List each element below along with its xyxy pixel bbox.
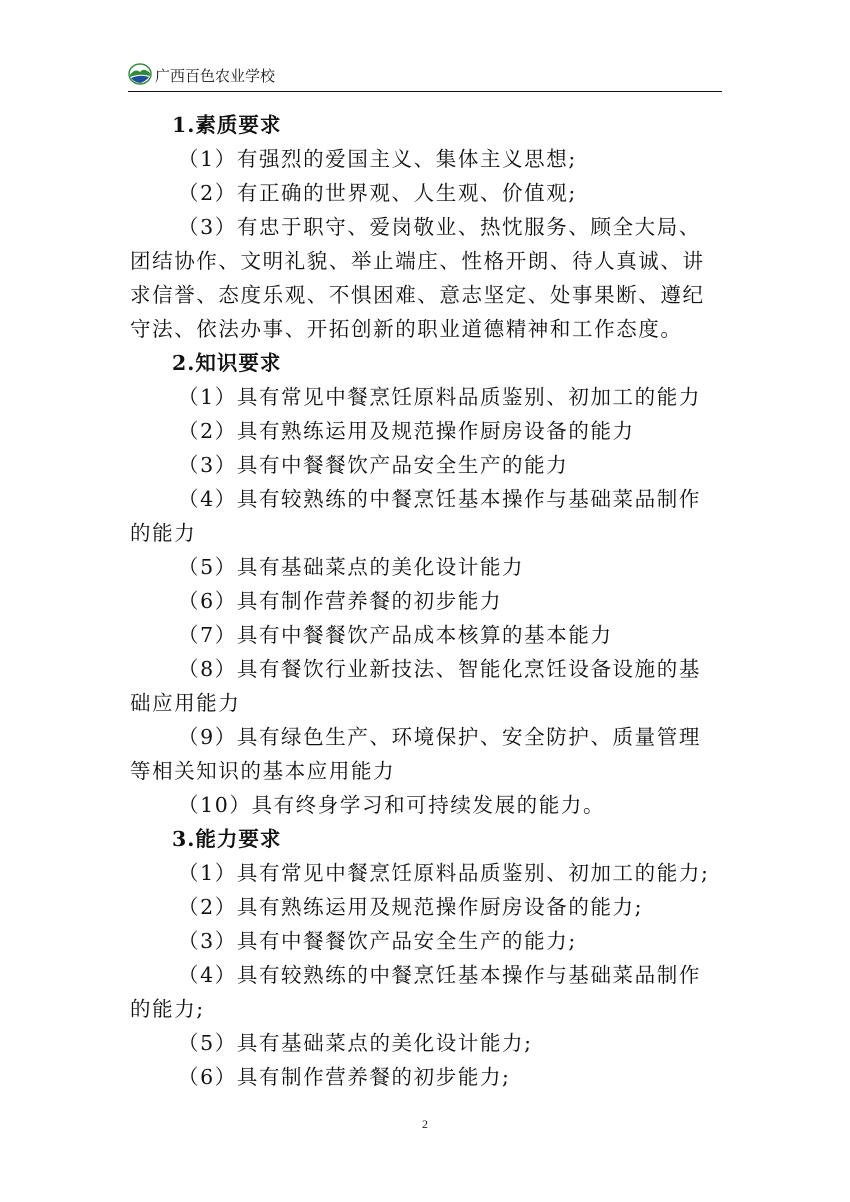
paragraph-line: 的能力; <box>130 997 205 1021</box>
paragraph-line: （1）具有常见中餐烹饪原料品质鉴别、初加工的能力; <box>178 861 710 885</box>
page-number: 2 <box>422 1117 428 1131</box>
section-heading: 3.能力要求 <box>172 827 282 851</box>
paragraph-line: （1）有强烈的爱国主义、集体主义思想; <box>178 147 577 171</box>
paragraph-line: （3）具有中餐餐饮产品安全生产的能力 <box>178 453 569 477</box>
paragraph-line: （3）具有中餐餐饮产品安全生产的能力; <box>178 929 577 953</box>
paragraph-line: （5）具有基础菜点的美化设计能力 <box>178 555 525 579</box>
paragraph-line: （9）具有绿色生产、环境保护、安全防护、质量管理 <box>178 725 701 749</box>
paragraph-line: （1）具有常见中餐烹饪原料品质鉴别、初加工的能力 <box>178 385 701 409</box>
paragraph-line: （2）具有熟练运用及规范操作厨房设备的能力; <box>178 895 644 919</box>
paragraph-line: （3）有忠于职守、爱岗敬业、热忱服务、顾全大局、 <box>178 215 701 239</box>
paragraph-line: 的能力 <box>130 521 197 545</box>
paragraph-line: （2）有正确的世界观、人生观、价值观; <box>178 181 577 205</box>
paragraph-line: （6）具有制作营养餐的初步能力 <box>178 589 503 613</box>
paragraph-line: （4）具有较熟练的中餐烹饪基本操作与基础菜品制作 <box>178 487 701 511</box>
document-body <box>130 108 722 1094</box>
paragraph-line: （7）具有中餐餐饮产品成本核算的基本能力 <box>178 623 613 647</box>
paragraph-line: 守法、依法办事、开拓创新的职业道德精神和工作态度。 <box>130 317 683 341</box>
school-logo-icon <box>128 63 152 85</box>
paragraph-line: 团结协作、文明礼貌、举止端庄、性格开朗、待人真诚、讲 <box>130 249 705 273</box>
section-heading: 2.知识要求 <box>172 351 282 375</box>
paragraph-line: （4）具有较熟练的中餐烹饪基本操作与基础菜品制作 <box>178 963 701 987</box>
paragraph-line: （6）具有制作营养餐的初步能力; <box>178 1065 511 1089</box>
section-heading: 1.素质要求 <box>172 113 282 137</box>
paragraph-line: 求信誉、态度乐观、不惧困难、意志坚定、处事果断、遵纪 <box>130 283 705 307</box>
paragraph-line: （8）具有餐饮行业新技法、智能化烹饪设备设施的基 <box>178 657 701 681</box>
page-header <box>128 60 722 92</box>
paragraph-line: 础应用能力 <box>130 691 241 715</box>
school-name: 广西百色农业学校 <box>155 67 276 85</box>
paragraph-line: （2）具有熟练运用及规范操作厨房设备的能力 <box>178 419 635 443</box>
paragraph-line: （10）具有终身学习和可持续发展的能力。 <box>178 793 606 817</box>
paragraph-line: （5）具有基础菜点的美化设计能力; <box>178 1031 533 1055</box>
header-divider <box>128 91 722 92</box>
paragraph-line: 等相关知识的基本应用能力 <box>130 759 396 783</box>
